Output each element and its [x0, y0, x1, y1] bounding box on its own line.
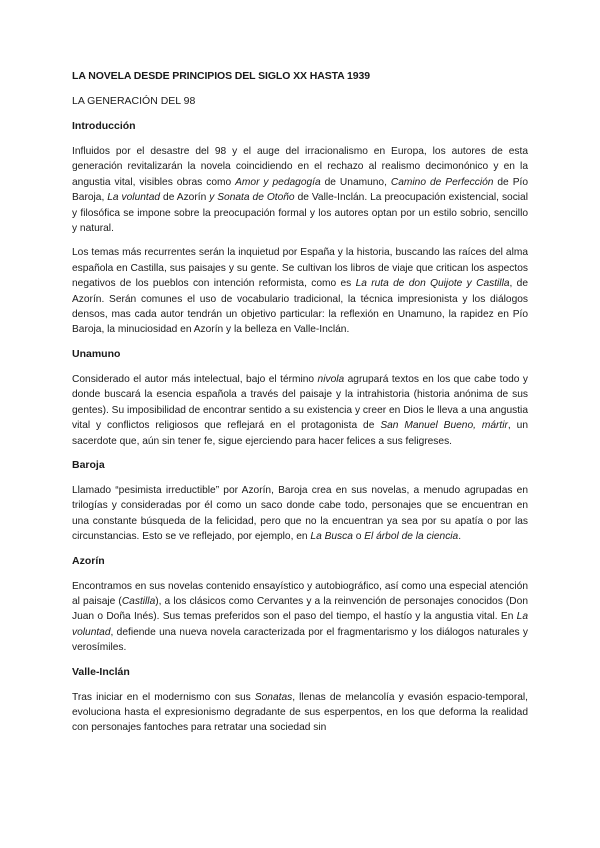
paragraph-valle-inclan: Tras iniciar en el modernismo con sus Sonatas, llenas de melancolía y evasión espacio-temporal, evoluciona hasta el expresionismo degradante de sus esperpentos, en los que deforma la realidad con personajes fantoches para retratar una sociedad sin — [72, 691, 528, 734]
paragraph-intro-1: Influidos por el desastre del 98 y el auge del irracionalismo en Europa, los autores de esta generación revitalizarán la novela coincidiendo en el rechazo al realismo decimonónico y en la angustia vital, visibles obras como Amor y pedagogía de Unamuno, Camino de Perfección de Pío Baroja, La voluntad de Azorín y Sonata de Otoño de Valle-Inclán. La preocupación existencial, social y filosófica se impone sobre la preocupación formal y los autores optan por un estilo sobrio, sencillo y natural. — [72, 146, 528, 235]
paragraph-baroja: Llamado “pesimista irreductible” por Azorín, Baroja crea en sus novelas, a menudo agrupadas en trilogías y consideradas por él como un saco donde cabe todo, personajes que se encuentran en una constante búsqueda de la felicidad, pero que no la encuentran ya sea por su apatía o por las circunstancias. Esto se ve reflejado, por ejemplo, en La Busca o El árbol de la ciencia. — [72, 484, 528, 543]
document-body — [72, 69, 528, 745]
paragraph-azorin: Encontramos en sus novelas contenido ensayístico y autobiográfico, así como una especial atención al paisaje (Castilla), a los clásicos como Cervantes y a la reinvención de personajes conocidos (Don Juan o Doña Inés). Sus temas preferidos son el paso del tiempo, el hastío y la angustia vital. En La voluntad, defiende una nueva novela caracterizada por el fragmentarismo y los diálogos naturales y verosímiles. — [72, 580, 528, 654]
heading-azorin: Azorín — [72, 554, 105, 567]
heading-unamuno: Unamuno — [72, 347, 121, 360]
page-subtitle: LA GENERACIÓN DEL 98 — [72, 95, 196, 107]
heading-introduccion: Introducción — [72, 120, 136, 132]
page-title: LA NOVELA DESDE PRINCIPIOS DEL SIGLO XX HASTA 1939 — [72, 70, 371, 82]
heading-valle-inclan: Valle-Inclán — [72, 665, 130, 678]
heading-baroja: Baroja — [72, 458, 105, 471]
paragraph-intro-2: Los temas más recurrentes serán la inquietud por España y la historia, buscando las raíces del alma española en Castilla, sus paisajes y su gente. Se cultivan los libros de viaje que critican los aspectos negativos de los pueblos con intención reformista, como es La ruta de don Quijote y Castilla, de Azorín. Serán comunes el uso de vocabulario tradicional, la técnica impresionista y los diálogos densos, mas cada autor tendrán un objetivo particular: la reflexión en Unamuno, la rapidez en Pío Baroja, la minuciosidad en Azorín y la belleza en Valle-Inclán. — [72, 247, 528, 336]
paragraph-unamuno: Considerado el autor más intelectual, bajo el término nivola agrupará textos en los que cabe todo y donde buscará la esencia española a través del paisaje y la intrahistoria (historia anónima de sus gentes). Su imposibilidad de encontrar sentido a su existencia y creer en Dios le lleva a una angustia vital y conflictos religiosos que reflejará en el protagonista de San Manuel Bueno, mártir, un sacerdote que, aún sin tener fe, sigue ejerciendo para hacer felices a sus feligreses. — [72, 373, 529, 447]
